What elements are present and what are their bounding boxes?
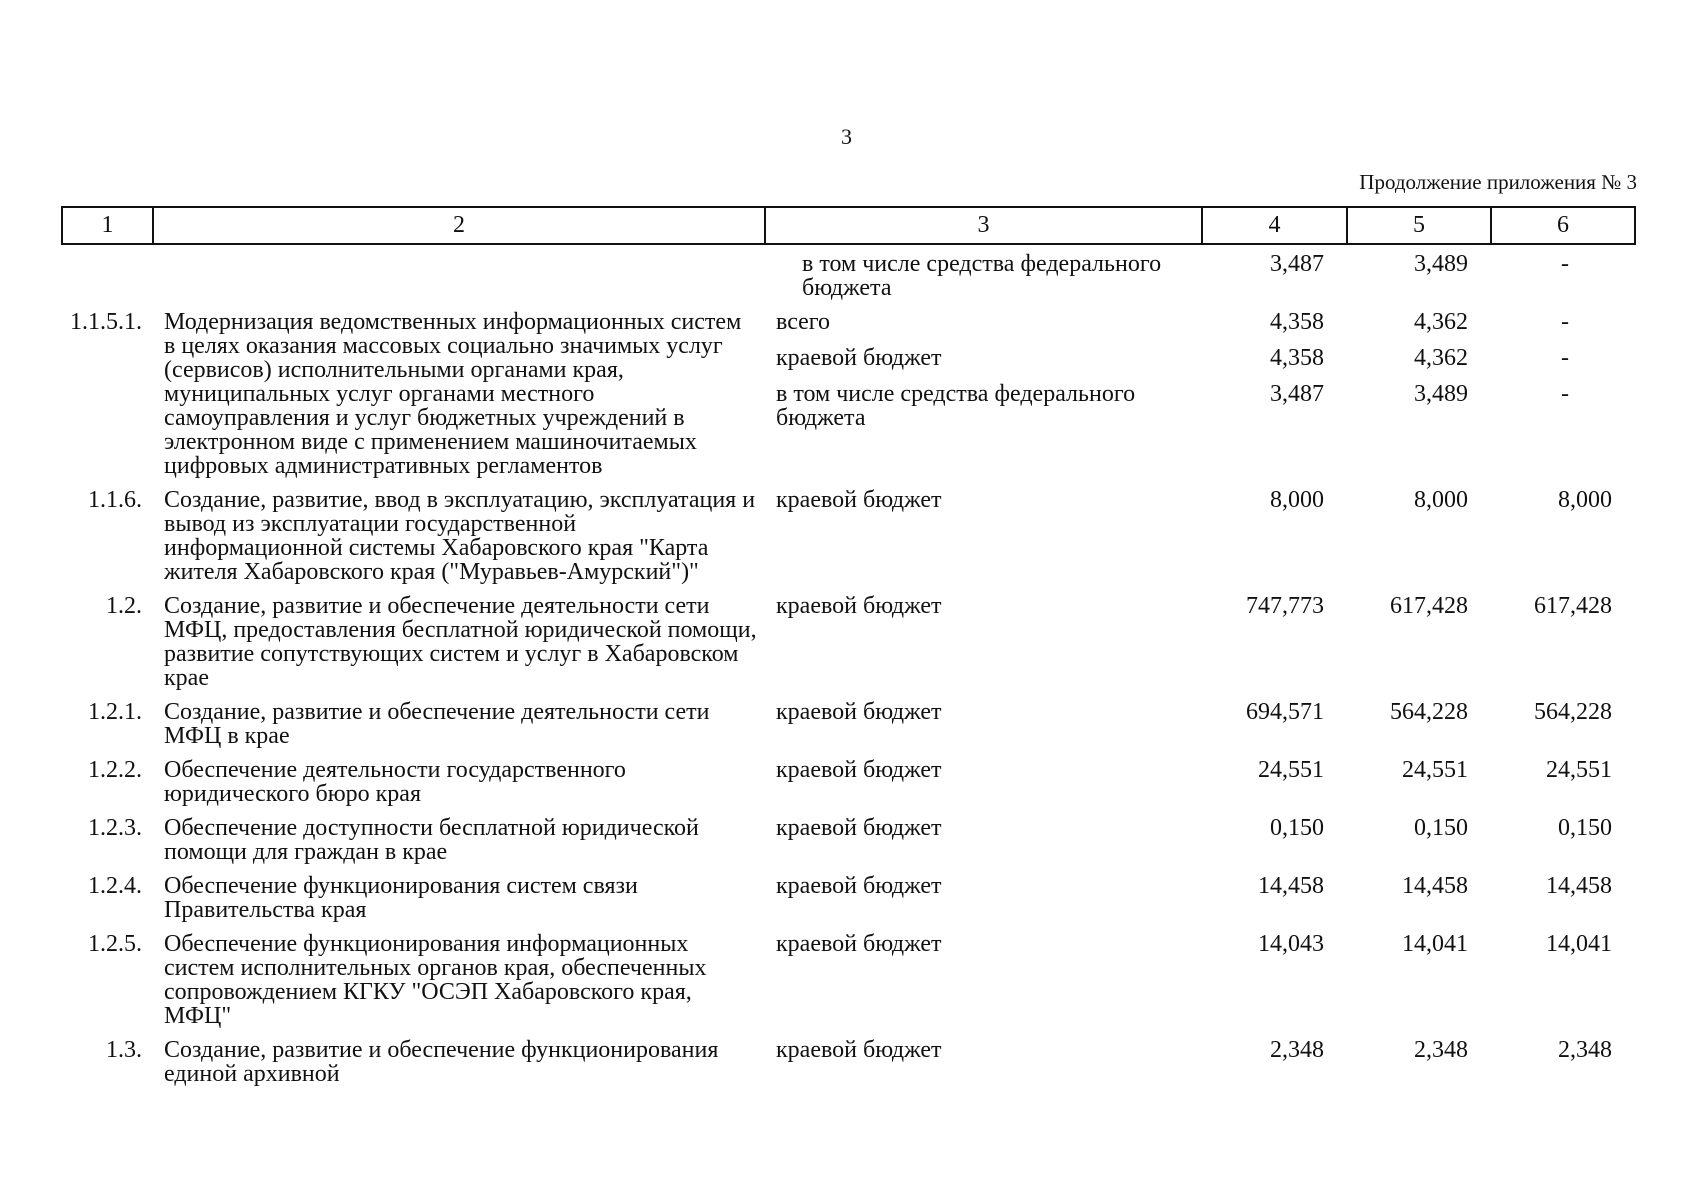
value-line: 694,571 — [1246, 699, 1324, 725]
funding-source-line: краевой бюджет — [776, 931, 942, 957]
value-col-4 — [1201, 816, 1346, 874]
funding-source-line: краевой бюджет — [776, 757, 942, 783]
funding-source-line: в том числе средства федерального бюджета — [802, 251, 1162, 301]
value-line: 617,428 — [1390, 593, 1468, 619]
header-row — [62, 207, 1635, 244]
value-line: 4,362 — [1414, 345, 1468, 371]
value-col-6 — [1490, 1038, 1634, 1096]
row-number: 1.2. — [106, 593, 142, 619]
funding-source-line: краевой бюджет — [776, 487, 942, 513]
row-number: 1.2.4. — [88, 873, 142, 899]
funding-source-line: краевой бюджет — [776, 593, 942, 619]
value-line: 14,458 — [1402, 873, 1468, 899]
row-funding-source — [764, 700, 1201, 758]
value-line: 564,228 — [1390, 699, 1468, 725]
row-number: 1.2.5. — [88, 931, 142, 957]
value-col-4 — [1201, 310, 1346, 488]
funding-source-line: всего — [776, 309, 831, 335]
column-number-header — [61, 206, 1636, 245]
value-line: 4,362 — [1414, 309, 1468, 335]
value-line: 8,000 — [1414, 487, 1468, 513]
row-name: Обеспечение деятельности государственного юридического бюро края — [164, 757, 626, 807]
value-line: 617,428 — [1534, 593, 1612, 619]
value-line: 8,000 — [1270, 487, 1324, 513]
value-col-5 — [1346, 700, 1490, 758]
value-col-6 — [1490, 758, 1634, 816]
value-line: 2,348 — [1270, 1037, 1324, 1063]
header-cell: 3 — [765, 207, 1202, 244]
value-col-5 — [1346, 252, 1490, 310]
row-number: 1.1.5.1. — [70, 309, 142, 335]
value-col-5 — [1346, 758, 1490, 816]
table-row — [61, 758, 1634, 816]
table-row — [61, 310, 1634, 488]
value-col-6 — [1490, 932, 1634, 1038]
row-funding-source — [764, 594, 1201, 700]
value-line: - — [1561, 345, 1569, 371]
value-line: 24,551 — [1258, 757, 1324, 783]
value-col-4 — [1201, 252, 1346, 310]
funding-source-line: в том числе средства федерального бюджета — [776, 381, 1136, 431]
value-line: 4,358 — [1270, 345, 1324, 371]
table-row — [61, 874, 1634, 932]
value-line: 3,487 — [1270, 251, 1324, 277]
table-row — [61, 594, 1634, 700]
value-line: 0,150 — [1414, 815, 1468, 841]
row-number: 1.2.1. — [88, 699, 142, 725]
value-col-6 — [1490, 874, 1634, 932]
value-col-4 — [1201, 932, 1346, 1038]
value-col-5 — [1346, 594, 1490, 700]
table-row — [61, 816, 1634, 874]
row-funding-source — [764, 932, 1201, 1038]
value-line: 3,489 — [1414, 381, 1468, 407]
value-col-4 — [1201, 1038, 1346, 1096]
value-col-6 — [1490, 252, 1634, 310]
value-line: - — [1561, 309, 1569, 335]
row-funding-source — [764, 758, 1201, 816]
value-line: 14,458 — [1258, 873, 1324, 899]
value-line: 2,348 — [1558, 1037, 1612, 1063]
row-funding-source — [764, 488, 1201, 594]
value-col-4 — [1201, 594, 1346, 700]
funding-source-line: краевой бюджет — [776, 873, 942, 899]
value-col-6 — [1490, 310, 1634, 488]
row-name: Модернизация ведомственных информационных систем в целях оказания массовых социально значимых услуг (сервисов) исполнительными органами края, муниципальных услуг органами местного самоуправления и услуг бюджетных учреждений в электронном виде с применением машиночитаемых цифровых административных регламентов — [164, 309, 742, 479]
row-number: 1.3. — [106, 1037, 142, 1063]
row-name: Создание, развитие, ввод в эксплуатацию, эксплуатация и вывод из эксплуатации государственной информационной системы Хабаровского края "Карта жителя Хабаровского края ("Муравьев-Амурский")" — [164, 487, 756, 585]
page-number: 3 — [841, 124, 852, 149]
value-line: 564,228 — [1534, 699, 1612, 725]
row-name: Обеспечение доступности бесплатной юридической помощи для граждан в крае — [164, 815, 699, 865]
value-col-4 — [1201, 488, 1346, 594]
value-col-4 — [1201, 874, 1346, 932]
table-row — [61, 932, 1634, 1038]
value-col-5 — [1346, 874, 1490, 932]
value-line: 2,348 — [1414, 1037, 1468, 1063]
value-line: 14,041 — [1546, 931, 1612, 957]
value-line: 24,551 — [1402, 757, 1468, 783]
row-name: Создание, развитие и обеспечение деятельности сети МФЦ в крае — [164, 699, 710, 749]
value-line: 8,000 — [1558, 487, 1612, 513]
header-cell: 1 — [62, 207, 153, 244]
value-col-4 — [1201, 758, 1346, 816]
value-col-6 — [1490, 594, 1634, 700]
header-cell: 6 — [1491, 207, 1635, 244]
funding-source-line: краевой бюджет — [776, 345, 942, 371]
budget-table — [61, 252, 1634, 1096]
value-col-5 — [1346, 488, 1490, 594]
row-funding-source — [764, 1038, 1201, 1096]
value-line: 0,150 — [1270, 815, 1324, 841]
header-cell: 5 — [1347, 207, 1491, 244]
appendix-continuation-label: Продолжение приложения № 3 — [1359, 170, 1637, 194]
value-line: 14,458 — [1546, 873, 1612, 899]
value-line: 14,043 — [1258, 931, 1324, 957]
value-line: 4,358 — [1270, 309, 1324, 335]
value-line: 0,150 — [1558, 815, 1612, 841]
row-number — [61, 252, 152, 310]
row-name: Обеспечение функционирования систем связи Правительства края — [164, 873, 638, 923]
funding-source-line: краевой бюджет — [776, 1037, 942, 1063]
value-line: 14,041 — [1402, 931, 1468, 957]
value-line: - — [1561, 251, 1569, 277]
table-row — [61, 488, 1634, 594]
value-col-5 — [1346, 310, 1490, 488]
header-cell: 2 — [153, 207, 765, 244]
table-row — [61, 1038, 1634, 1096]
table-row — [61, 700, 1634, 758]
row-funding-source — [764, 310, 1201, 488]
value-col-5 — [1346, 1038, 1490, 1096]
value-line: 747,773 — [1246, 593, 1324, 619]
row-number: 1.1.6. — [88, 487, 142, 513]
budget-table-body — [61, 252, 1634, 1096]
row-funding-source — [764, 874, 1201, 932]
row-funding-source — [764, 252, 1201, 310]
row-name — [152, 252, 764, 310]
value-col-6 — [1490, 816, 1634, 874]
row-number: 1.2.3. — [88, 815, 142, 841]
value-col-5 — [1346, 932, 1490, 1038]
row-number: 1.2.2. — [88, 757, 142, 783]
row-name: Создание, развитие и обеспечение деятельности сети МФЦ, предоставления бесплатной юридической помощи, развитие сопутствующих систем и услуг в Хабаровском крае — [164, 593, 757, 691]
value-col-4 — [1201, 700, 1346, 758]
value-line: 3,487 — [1270, 381, 1324, 407]
value-col-5 — [1346, 816, 1490, 874]
value-line: 3,489 — [1414, 251, 1468, 277]
row-funding-source — [764, 816, 1201, 874]
funding-source-line: краевой бюджет — [776, 699, 942, 725]
row-name: Обеспечение функционирования информационных систем исполнительных органов края, обеспеченных сопровождением КГКУ "ОСЭП Хабаровского края, МФЦ" — [164, 931, 707, 1029]
table-row — [61, 252, 1634, 310]
row-name: Создание, развитие и обеспечение функционирования единой архивной — [164, 1037, 719, 1087]
funding-source-line: краевой бюджет — [776, 815, 942, 841]
header-cell: 4 — [1202, 207, 1347, 244]
value-col-6 — [1490, 700, 1634, 758]
value-col-6 — [1490, 488, 1634, 594]
value-line: 24,551 — [1546, 757, 1612, 783]
value-line: - — [1561, 381, 1569, 407]
